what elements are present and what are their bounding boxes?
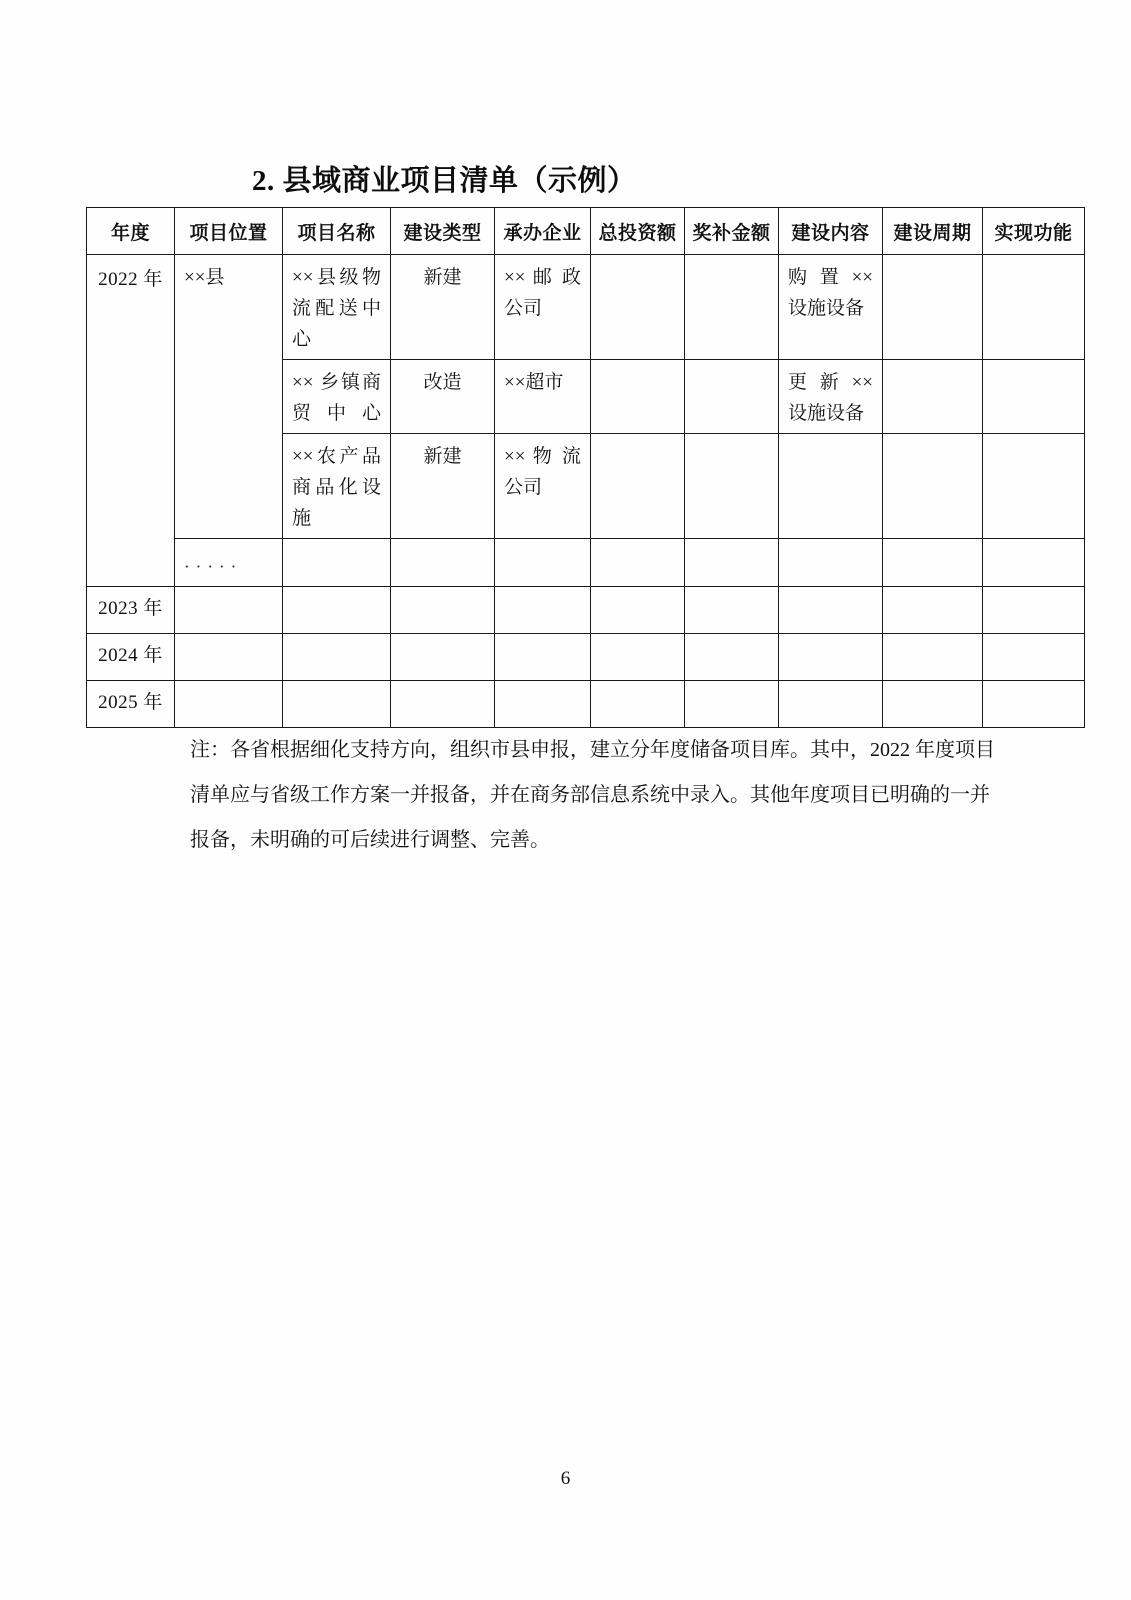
cell-empty xyxy=(779,681,883,728)
cell-build-content-2-text: 更 新 ××设施设备 xyxy=(788,372,873,424)
cell-build-period-1 xyxy=(883,255,983,360)
cell-year-2022 xyxy=(87,255,175,587)
table-row xyxy=(87,255,1085,360)
cell-empty xyxy=(283,587,391,634)
cell-year-2022-text: 2022 年 xyxy=(98,269,163,290)
cell-empty xyxy=(175,634,283,681)
cell-empty xyxy=(591,681,685,728)
column-header-build-period: 建设周期 xyxy=(883,208,983,255)
cell-award-amount-3 xyxy=(685,434,779,539)
cell-project-name-2 xyxy=(283,360,391,434)
cell-total-investment-1-text xyxy=(591,255,684,266)
cell-empty xyxy=(779,539,883,587)
cell-empty xyxy=(391,539,495,587)
cell-year-2023-text: 2023 年 xyxy=(98,597,163,619)
cell-build-period-2-text xyxy=(883,360,982,371)
cell-award-amount-2-text xyxy=(685,360,778,371)
table-note xyxy=(190,728,1088,863)
cell-empty xyxy=(779,634,883,681)
cell-build-period-1-text xyxy=(883,255,982,266)
cell-total-investment-2-text xyxy=(591,360,684,371)
cell-function-3 xyxy=(983,434,1085,539)
cell-empty xyxy=(685,587,779,634)
cell-empty xyxy=(391,634,495,681)
cell-empty xyxy=(591,587,685,634)
cell-year-2025 xyxy=(87,681,175,728)
cell-build-content-3 xyxy=(779,434,883,539)
cell-total-investment-3 xyxy=(591,434,685,539)
cell-empty xyxy=(685,681,779,728)
cell-enterprise-2 xyxy=(495,360,591,434)
cell-location-2022-text: ××县 xyxy=(184,267,225,288)
cell-year-2023 xyxy=(87,587,175,634)
cell-year-2024-text: 2024 年 xyxy=(98,644,163,666)
cell-empty xyxy=(779,587,883,634)
cell-enterprise-2-text: ××超市 xyxy=(504,372,564,393)
cell-empty xyxy=(591,539,685,587)
cell-build-type-1 xyxy=(391,255,495,360)
table-header-row xyxy=(87,208,1085,255)
cell-year-2025-text: 2025 年 xyxy=(98,691,163,713)
page-title: 2. 县域商业项目清单（示例） xyxy=(252,165,637,197)
cell-function-3-text xyxy=(983,434,1084,445)
cell-empty xyxy=(283,539,391,587)
cell-empty xyxy=(175,681,283,728)
cell-build-type-2-text: 改造 xyxy=(423,372,462,393)
cell-empty xyxy=(983,539,1085,587)
column-header-enterprise: 承办企业 xyxy=(495,208,591,255)
column-header-function: 实现功能 xyxy=(983,208,1085,255)
table-row-ellipsis xyxy=(87,539,1085,587)
cell-function-2 xyxy=(983,360,1085,434)
column-header-location: 项目位置 xyxy=(175,208,283,255)
cell-project-name-3 xyxy=(283,434,391,539)
cell-total-investment-2 xyxy=(591,360,685,434)
cell-empty xyxy=(685,634,779,681)
table-note-line-3: 报备，未明确的可后续进行调整、完善。 xyxy=(190,829,550,851)
cell-empty xyxy=(495,539,591,587)
cell-empty xyxy=(391,587,495,634)
cell-build-type-3 xyxy=(391,434,495,539)
cell-build-period-3-text xyxy=(883,434,982,445)
cell-empty xyxy=(591,634,685,681)
cell-build-type-2 xyxy=(391,360,495,434)
cell-award-amount-1 xyxy=(685,255,779,360)
project-list-table xyxy=(86,207,1085,728)
column-header-build-content: 建设内容 xyxy=(779,208,883,255)
cell-ellipsis xyxy=(175,539,283,587)
cell-empty xyxy=(883,587,983,634)
cell-empty xyxy=(883,634,983,681)
cell-function-1 xyxy=(983,255,1085,360)
cell-project-name-1-text: ××县级物流配送中心 xyxy=(292,267,381,350)
cell-enterprise-3 xyxy=(495,434,591,539)
cell-empty xyxy=(391,681,495,728)
cell-build-type-3-text: 新建 xyxy=(423,446,462,467)
cell-empty xyxy=(883,681,983,728)
page-number: 6 xyxy=(560,1468,571,1489)
cell-build-period-2 xyxy=(883,360,983,434)
column-header-build-type: 建设类型 xyxy=(391,208,495,255)
cell-build-period-3 xyxy=(883,434,983,539)
cell-build-content-1 xyxy=(779,255,883,360)
cell-empty xyxy=(175,587,283,634)
cell-function-2-text xyxy=(983,360,1084,371)
table-row xyxy=(87,587,1085,634)
cell-empty xyxy=(495,587,591,634)
column-header-total-investment: 总投资额 xyxy=(591,208,685,255)
table-note-line-1: 注：各省根据细化支持方向，组织市县申报，建立分年度储备项目库。其中，2022 年度项目 xyxy=(190,739,995,761)
cell-empty xyxy=(883,539,983,587)
table-note-line-2: 清单应与省级工作方案一并报备，并在商务部信息系统中录入。其他年度项目已明确的一并 xyxy=(190,784,990,806)
column-header-year: 年度 xyxy=(87,208,175,255)
cell-year-2024 xyxy=(87,634,175,681)
cell-location-2022 xyxy=(175,255,283,539)
cell-total-investment-3-text xyxy=(591,434,684,445)
cell-enterprise-1 xyxy=(495,255,591,360)
column-header-project-name: 项目名称 xyxy=(283,208,391,255)
cell-project-name-3-text: ××农产品商品化设施 xyxy=(292,446,381,529)
table-row xyxy=(87,634,1085,681)
cell-build-content-1-text: 购 置 ××设施设备 xyxy=(788,267,873,319)
column-header-award-amount: 奖补金额 xyxy=(685,208,779,255)
cell-empty xyxy=(983,681,1085,728)
cell-ellipsis-text: ····· xyxy=(184,557,243,576)
cell-empty xyxy=(283,634,391,681)
cell-empty xyxy=(283,681,391,728)
cell-award-amount-3-text xyxy=(685,434,778,445)
project-list-table-container xyxy=(86,207,1084,728)
cell-empty xyxy=(983,587,1085,634)
cell-project-name-1 xyxy=(283,255,391,360)
cell-empty xyxy=(495,681,591,728)
cell-build-content-3-text xyxy=(779,434,882,445)
cell-enterprise-1-text: ×× 邮 政公司 xyxy=(504,267,581,319)
cell-award-amount-1-text xyxy=(685,255,778,266)
cell-empty xyxy=(685,539,779,587)
cell-project-name-2-text: ×× 乡镇商贸中心 xyxy=(292,372,381,424)
cell-total-investment-1 xyxy=(591,255,685,360)
cell-empty xyxy=(983,634,1085,681)
cell-empty xyxy=(495,634,591,681)
table-row xyxy=(87,681,1085,728)
cell-build-content-2 xyxy=(779,360,883,434)
cell-enterprise-3-text: ×× 物 流公司 xyxy=(504,446,581,498)
cell-award-amount-2 xyxy=(685,360,779,434)
cell-function-1-text xyxy=(983,255,1084,266)
cell-build-type-1-text: 新建 xyxy=(423,267,462,288)
